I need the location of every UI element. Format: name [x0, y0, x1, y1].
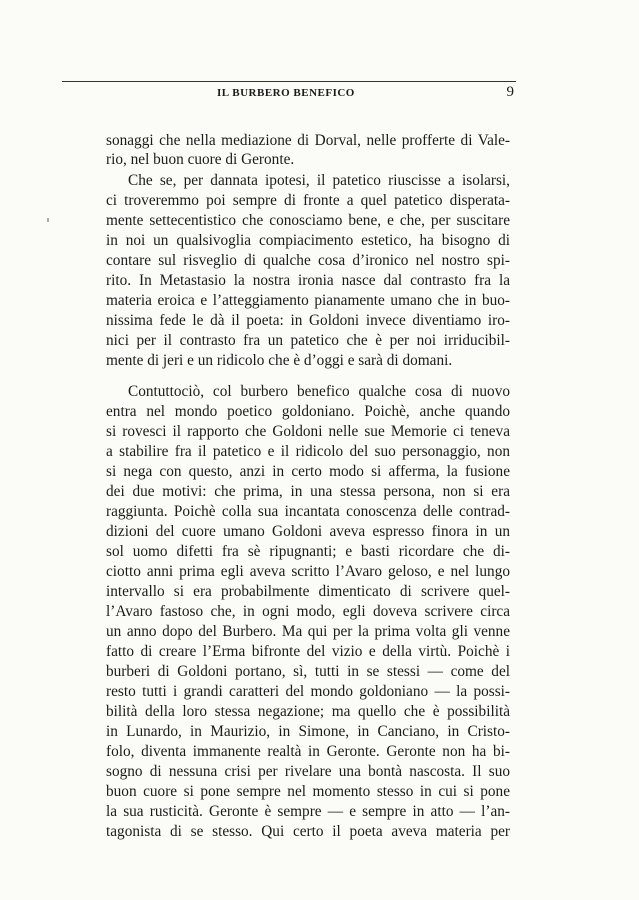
text-line: nici per il contrasto fra un patetico che è per noi irriducibil- — [106, 332, 510, 349]
text-line: sonaggi che nella mediazione di Dorval, nelle profferte di Vale- — [106, 132, 510, 149]
text-line: fatto di creare l’Erma bifronte del vizio e della virtù. Poichè i — [106, 643, 510, 660]
text-line: entra nel mondo poetico goldoniano. Poichè, anche quando — [106, 403, 510, 420]
text-line: Che se, per dannata ipotesi, il patetico riuscisse a isolarsi, — [128, 172, 510, 189]
text-line: la sua rusticità. Geronte è sempre — e sempre in atto — l’an- — [106, 803, 510, 820]
text-line: rio, nel buon cuore di Geronte. — [106, 151, 295, 168]
text-line: in Lunardo, in Maurizio, in Simone, in Canciano, in Cristo- — [106, 723, 510, 740]
text-line: ci troveremmo poi sempre di fronte a quel patetico disperata- — [106, 192, 510, 209]
text-line: buon cuore si pone sempre nel momento stesso in cui si pone — [106, 783, 510, 800]
text-line: a stabilire fra il patetico e il ridicolo del suo personaggio, non — [106, 443, 510, 460]
page-number: 9 — [506, 84, 514, 100]
margin-speck — [47, 218, 49, 222]
text-line: si nega con questo, anzi in certo modo si afferma, la fusione — [106, 463, 510, 480]
text-line: dizioni del cuore umano Goldoni aveva espresso finora in un — [106, 523, 510, 540]
text-line: Contuttociò, col burbero benefico qualche cosa di nuovo — [128, 383, 510, 400]
text-line: burberi di Goldoni portano, sì, tutti in se stessi — come del — [106, 663, 510, 680]
text-line: dei due motivi: che prima, in una stessa persona, non si era — [106, 483, 510, 500]
text-line: nissima fede le dà il poeta: in Goldoni invece diventiamo iro- — [106, 312, 510, 329]
text-line: in noi un qualsivoglia compiacimento estetico, ha bisogno di — [106, 232, 510, 249]
text-line: si rovesci il rapporto che Goldoni nelle sue Memorie ci teneva — [106, 423, 510, 440]
running-header — [62, 81, 516, 100]
text-line: resto tutti i grandi caratteri del mondo goldoniano — la possi- — [106, 683, 510, 700]
text-line: tagonista di se stesso. Qui certo il poeta aveva materia per — [106, 823, 510, 840]
text-line: sol uomo difetti fra sè ripugnanti; e basti ricordare che di- — [106, 543, 510, 560]
text-line: un anno dopo del Burbero. Ma qui per la prima volta gli venne — [106, 623, 510, 640]
text-line: mente settecentistico che conosciamo bene, e che, per suscitare — [106, 212, 510, 229]
text-line: l’Avaro fastoso che, in ogni modo, egli doveva scrivere circa — [106, 603, 510, 620]
text-line: raggiunta. Poichè colla sua incantata conoscenza delle contrad- — [106, 503, 510, 520]
text-line: bilità della loro stessa negazione; ma quello che è possibilità — [106, 703, 510, 720]
running-header-title: IL BURBERO BENEFICO — [217, 87, 355, 99]
text-line: ciotto anni prima egli aveva scritto l’Avaro geloso, e nel lungo — [106, 563, 510, 580]
text-line: rito. In Metastasio la nostra ironia nasce dal contrasto fra la — [106, 272, 510, 289]
text-line: folo, diventa immanente realtà in Geronte. Geronte non ha bi- — [106, 743, 510, 760]
text-line: mente di jeri e un ridicolo che è d’oggi e sarà di domani. — [106, 352, 453, 369]
text-line: intervallo si era probabilmente dimenticato di scrivere quel- — [106, 583, 510, 600]
text-line: contare sul risveglio di qualche cosa d’ironico nel nostro spi- — [106, 252, 510, 269]
text-line: materia eroica e l’atteggiamento pianamente umano che in buo- — [106, 292, 510, 309]
text-line: sogno di nessuna crisi per rivelare una bontà nascosta. Il suo — [106, 763, 510, 780]
